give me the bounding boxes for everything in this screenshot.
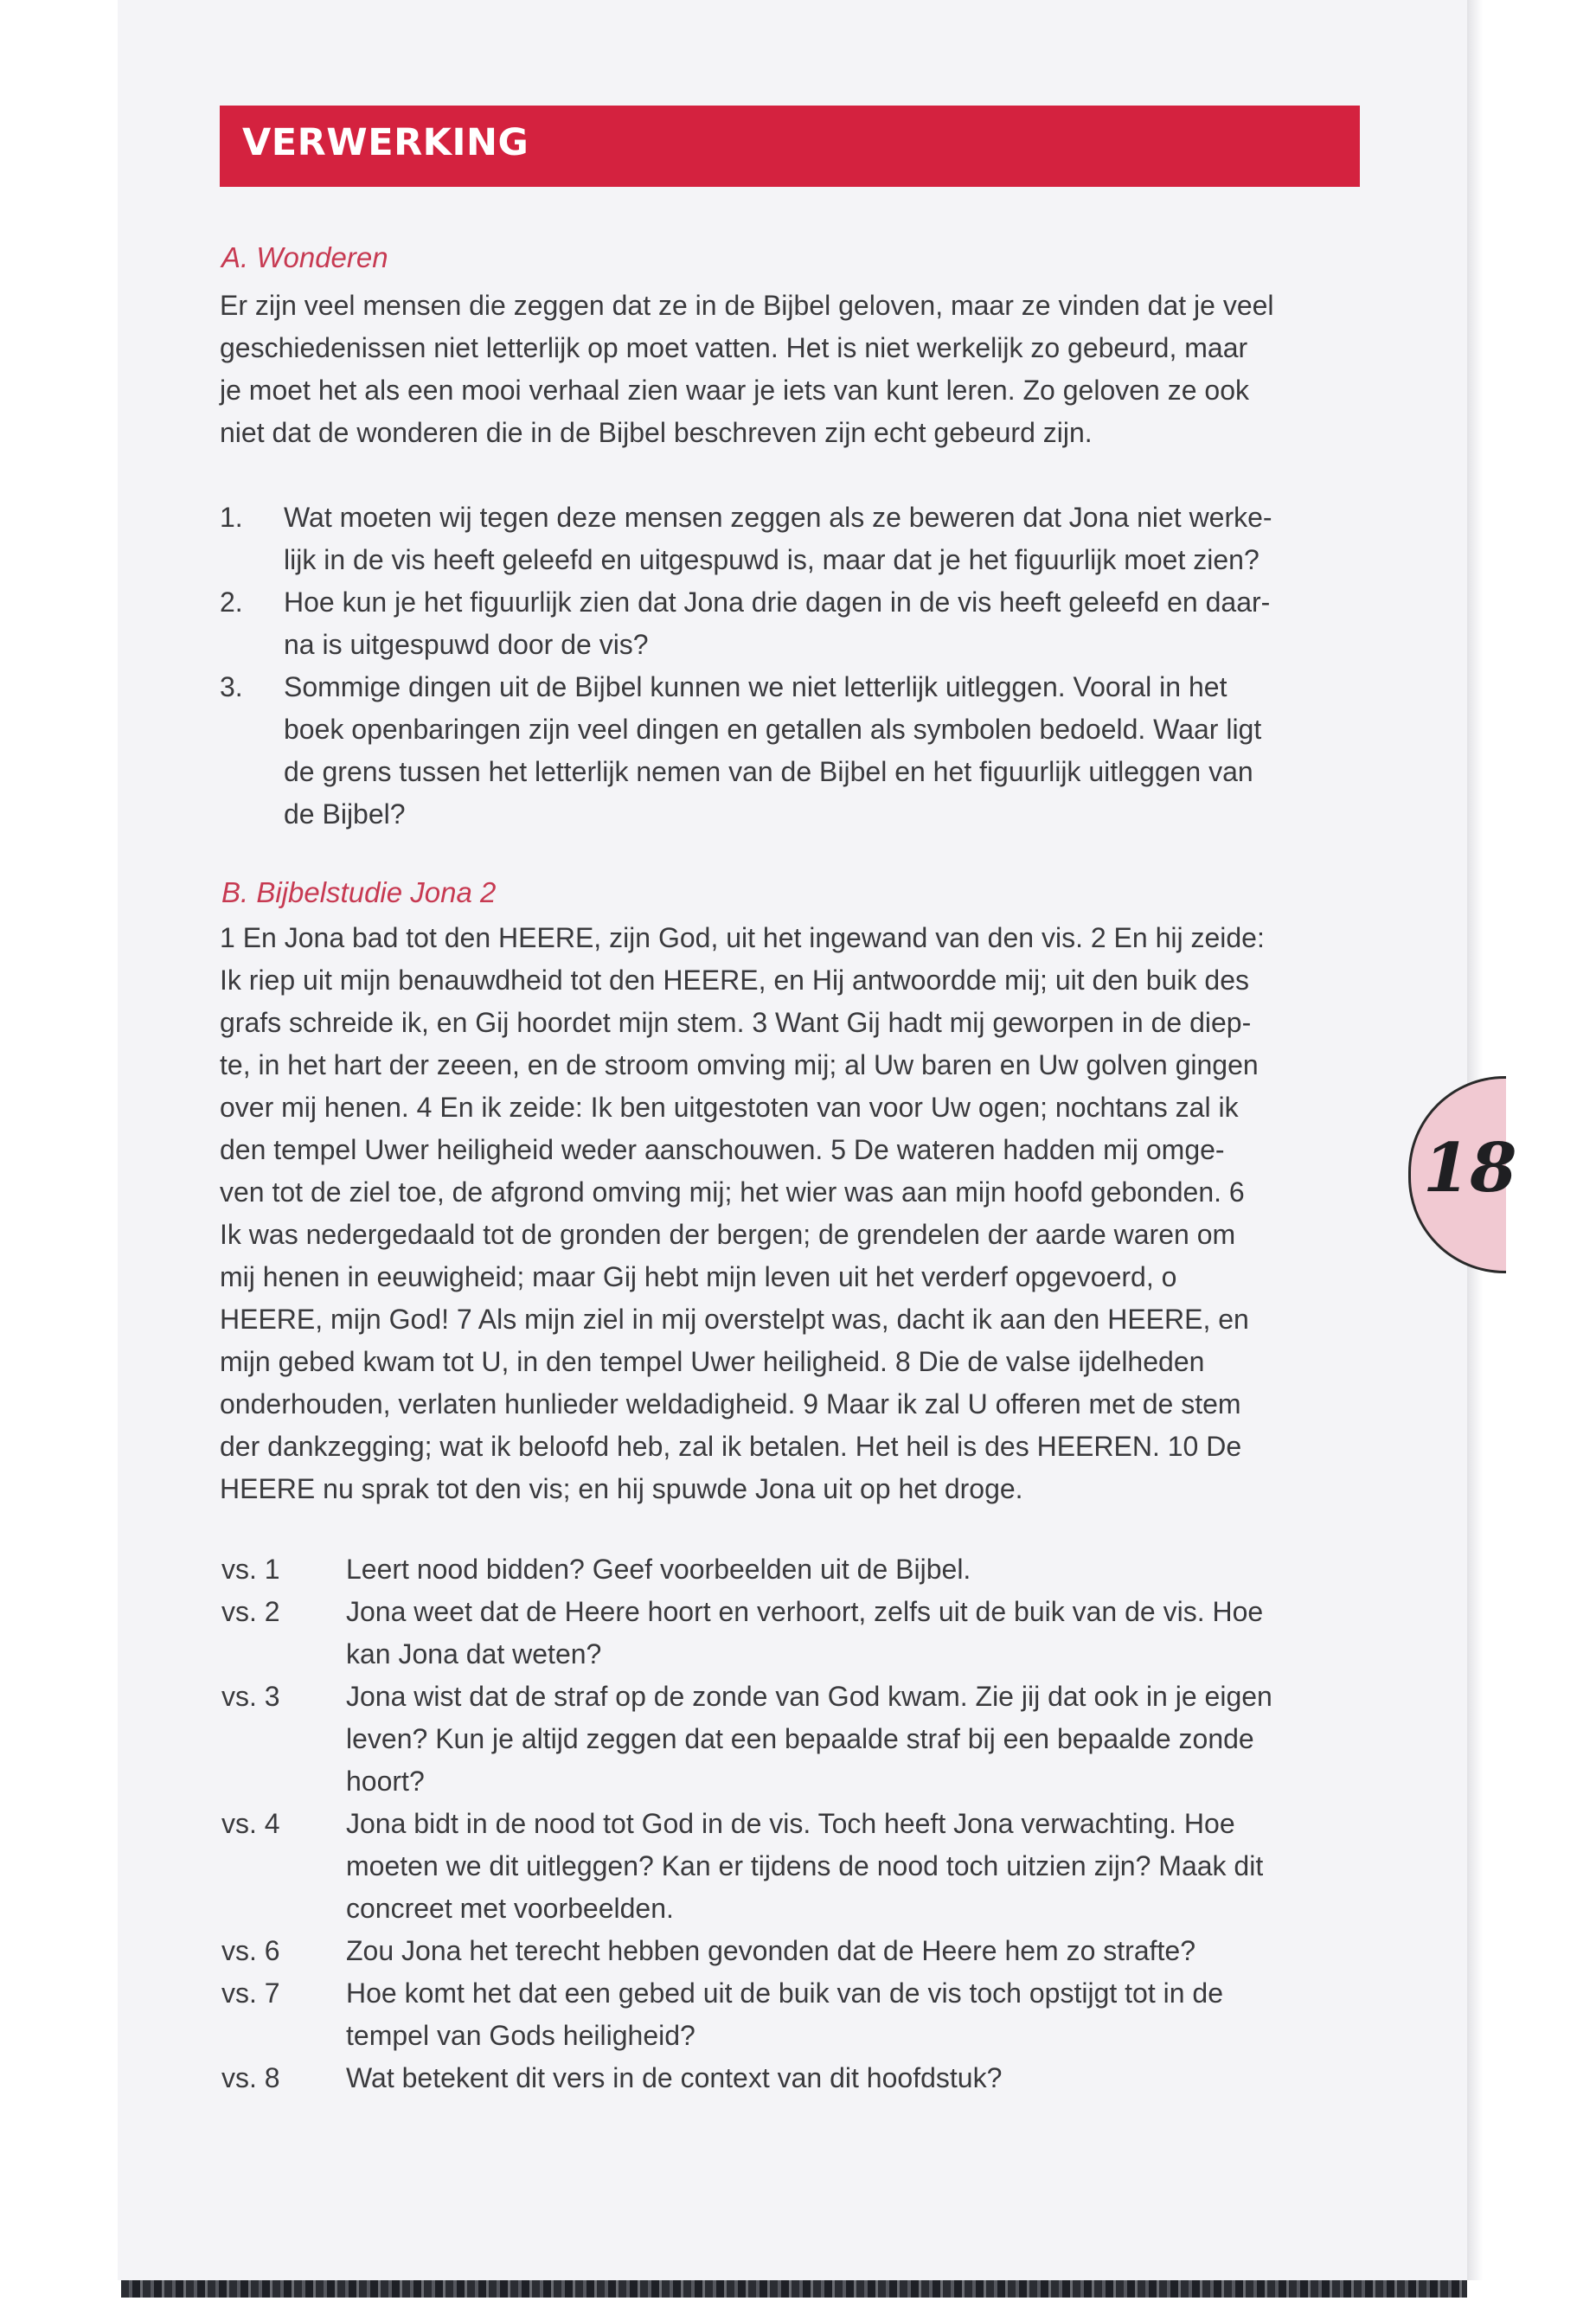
verse-label: vs. 1 (221, 1554, 280, 1585)
passage-line: grafs schreide ik, en Gij hoordet mijn stem. 3 Want Gij hadt mij geworpen in de diep- (220, 1007, 1252, 1038)
passage-line: der dankzegging; wat ik beloofd heb, zal ik betalen. Het heil is des HEEREN. 10 De (220, 1431, 1242, 1462)
bible-passage (220, 917, 1265, 1510)
question-number: 2. (220, 586, 243, 618)
verse-question-line: hoort? (346, 1766, 425, 1797)
question-line: Wat moeten wij tegen deze mensen zeggen als ze beweren dat Jona niet werke- (284, 502, 1272, 533)
passage-line: Ik riep uit mijn benauwdheid tot den HEERE, en Hij antwoordde mij; uit den buik des (220, 965, 1249, 996)
intro-line: geschiedenissen niet letterlijk op moet vatten. Het is niet werkelijk zo gebeurd, maar (220, 332, 1248, 363)
question-line: de grens tussen het letterlijk nemen van de Bijbel en het figuurlijk uitleggen van (284, 756, 1253, 787)
verse-question-line: concreet met voorbeelden. (346, 1893, 674, 1924)
verse-question-line: Jona wist dat de straf op de zonde van God kwam. Zie jij dat ook in je eigen (346, 1681, 1272, 1712)
section-a-intro (220, 285, 1274, 454)
passage-line: 1 En Jona bad tot den HEERE, zijn God, uit het ingewand van den vis. 2 En hij zeide: (220, 922, 1265, 953)
verse-label: vs. 4 (221, 1808, 280, 1839)
verse-label: vs. 6 (221, 1935, 280, 1966)
passage-line: ven tot de ziel toe, de afgrond omving mij; het wier was aan mijn hoofd gebonden. 6 (220, 1176, 1245, 1208)
chapter-number: 18 (1423, 1129, 1517, 1208)
intro-line: Er zijn veel mensen die zeggen dat ze in de Bijbel geloven, maar ze vinden dat je veel (220, 290, 1274, 321)
passage-line: mij henen in eeuwigheid; maar Gij hebt mijn leven uit het verderf opgevoerd, o (220, 1261, 1177, 1292)
verse-question-line: Wat betekent dit vers in de context van dit hoofdstuk? (346, 2062, 1003, 2093)
verse-label: vs. 2 (221, 1596, 280, 1627)
question-number: 1. (220, 502, 243, 533)
passage-line: over mij henen. 4 En ik zeide: Ik ben uitgestoten van voor Uw ogen; nochtans zal ik (220, 1092, 1239, 1123)
passage-line: den tempel Uwer heiligheid weder aanschouwen. 5 De wateren hadden mij omge- (220, 1134, 1225, 1165)
question-line: boek openbaringen zijn veel dingen en getallen als symbolen bedoeld. Waar ligt (284, 714, 1262, 745)
verse-question-line: Jona bidt in de nood tot God in de vis. Toch heeft Jona verwachting. Hoe (346, 1808, 1235, 1839)
verse-question-line: moeten we dit uitleggen? Kan er tijdens de nood toch uitzien zijn? Maak dit (346, 1850, 1264, 1881)
verse-question-line: Leert nood bidden? Geef voorbeelden uit de Bijbel. (346, 1554, 971, 1585)
question-list (220, 497, 1370, 836)
verse-question-line: Zou Jona het terecht hebben gevonden dat de Heere hem zo strafte? (346, 1935, 1195, 1966)
verse-question-list (221, 1548, 1372, 2119)
verse-label: vs. 8 (221, 2062, 280, 2093)
section-a-heading: A. Wonderen (221, 241, 388, 273)
passage-line: te, in het hart der zeeen, en de stroom omving mij; al Uw baren en Uw golven gingen (220, 1049, 1259, 1080)
intro-line: je moet het als een mooi verhaal zien waar je iets van kunt leren. Zo geloven ze ook (220, 375, 1249, 406)
question-line: na is uitgespuwd door de vis? (284, 629, 649, 660)
header-bar (220, 106, 1360, 187)
page-title: VERWERKING (242, 121, 529, 164)
question-line: lijk in de vis heeft geleefd en uitgespuwd is, maar dat je het figuurlijk moet zien? (284, 544, 1259, 575)
verse-question-line: Jona weet dat de Heere hoort en verhoort, zelfs uit de buik van de vis. Hoe (346, 1596, 1264, 1627)
intro-line: niet dat de wonderen die in de Bijbel beschreven zijn echt gebeurd zijn. (220, 417, 1093, 448)
verse-label: vs. 7 (221, 1977, 280, 2009)
passage-line: Ik was nedergedaald tot de gronden der bergen; de grendelen der aarde waren om (220, 1219, 1236, 1250)
passage-line: HEERE, mijn God! 7 Als mijn ziel in mij overstelpt was, dacht ik aan den HEERE, en (220, 1304, 1249, 1335)
question-line: de Bijbel? (284, 798, 406, 830)
passage-line: mijn gebed kwam tot U, in den tempel Uwer heiligheid. 8 Die de valse ijdelheden (220, 1346, 1205, 1377)
question-line: Hoe kun je het figuurlijk zien dat Jona drie dagen in de vis heeft geleefd en daar- (284, 586, 1271, 618)
section-b-heading: B. Bijbelstudie Jona 2 (221, 876, 497, 908)
passage-line: HEERE nu sprak tot den vis; en hij spuwde Jona uit op het droge. (220, 1473, 1023, 1504)
verse-question-line: leven? Kun je altijd zeggen dat een bepaalde straf bij een bepaalde zonde (346, 1723, 1254, 1754)
question-line: Sommige dingen uit de Bijbel kunnen we niet letterlijk uitleggen. Vooral in het (284, 671, 1227, 702)
verse-question-line: tempel van Gods heiligheid? (346, 2020, 695, 2051)
verse-question-line: Hoe komt het dat een gebed uit de buik van de vis toch opstijgt tot in de (346, 1977, 1223, 2009)
scan-bottom-edge (121, 2280, 1467, 2298)
passage-line: onderhouden, verlaten hunlieder weldadigheid. 9 Maar ik zal U offeren met de stem (220, 1388, 1241, 1420)
verse-question-line: kan Jona dat weten? (346, 1638, 602, 1670)
question-number: 3. (220, 671, 243, 702)
verse-label: vs. 3 (221, 1681, 280, 1712)
